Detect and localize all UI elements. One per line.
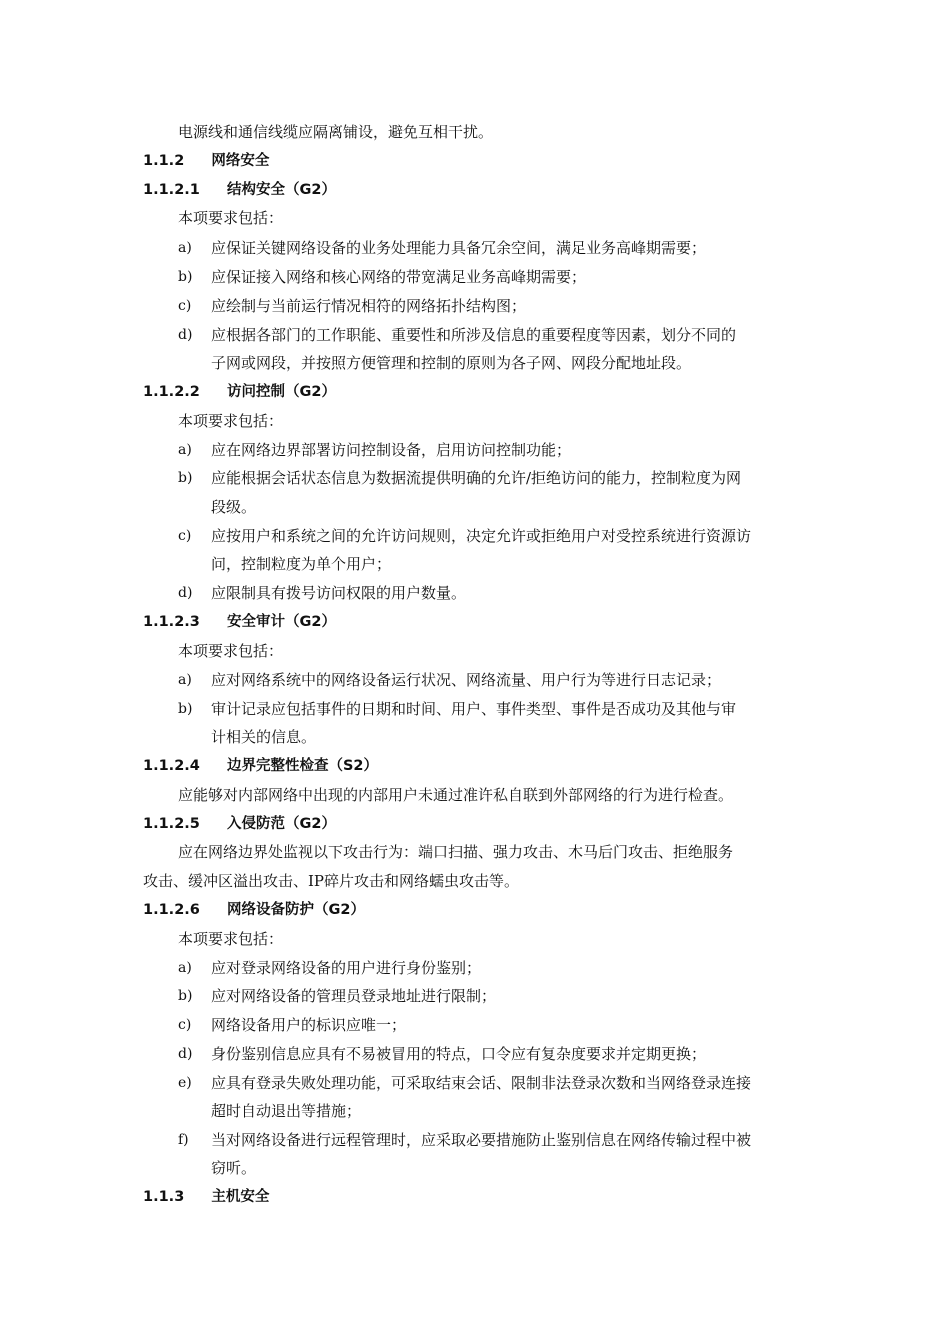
list-label: e) <box>178 1075 192 1091</box>
intro-text: 本项要求包括： <box>178 412 284 430</box>
section-heading-1-1-2-6 <box>143 900 365 920</box>
section-title: 主机安全 <box>211 1189 270 1205</box>
list-item: 应在网络边界部署访问控制设备，启用访问控制功能； <box>211 441 572 459</box>
list-item: 应按用户和系统之间的允许访问规则，决定允许或拒绝用户对受控系统进行资源访 <box>211 527 752 545</box>
list-item: 当对网络设备进行远程管理时，应采取必要措施防止鉴别信息在网络传输过程中被 <box>211 1131 752 1149</box>
section-title: 访问控制（G2） <box>226 384 336 400</box>
section-title: 网络设备防护（G2） <box>226 902 365 918</box>
section-number: 1.1.2.3 <box>143 614 200 630</box>
list-item: 应具有登录失败处理功能，可采取结束会话、限制非法登录次数和当网络登录连接 <box>211 1074 752 1092</box>
intro-text: 本项要求包括： <box>178 209 284 227</box>
list-item: 应根据各部门的工作职能、重要性和所涉及信息的重要程度等因素，划分不同的 <box>211 326 737 344</box>
list-item-continuation: 超时自动退出等措施； <box>211 1102 362 1120</box>
intro-text: 本项要求包括： <box>178 642 284 660</box>
list-label: b) <box>178 988 193 1004</box>
section-title: 结构安全（G2） <box>226 182 336 198</box>
list-label: c) <box>178 1017 192 1033</box>
section-heading-1-1-2-2 <box>143 382 336 402</box>
list-label: a) <box>178 240 192 256</box>
list-label: b) <box>178 701 193 717</box>
paragraph: 应能够对内部网络中出现的内部用户未通过准许私自联到外部网络的行为进行检查。 <box>178 786 734 804</box>
section-number: 1.1.2.4 <box>143 758 200 774</box>
section-title: 网络安全 <box>211 153 270 169</box>
section-heading-1-1-2-5 <box>143 814 336 834</box>
section-heading-1-1-2-1 <box>143 180 336 200</box>
list-label: d) <box>178 1046 193 1062</box>
paragraph: 电源线和通信线缆应隔离铺设，避免互相干扰。 <box>178 123 494 141</box>
list-item: 应对网络设备的管理员登录地址进行限制； <box>211 987 497 1005</box>
section-number: 1.1.3 <box>143 1189 185 1205</box>
list-label: b) <box>178 269 193 285</box>
list-label: d) <box>178 585 193 601</box>
list-label: c) <box>178 298 192 314</box>
section-number: 1.1.2.1 <box>143 182 200 198</box>
paragraph: 应在网络边界处监视以下攻击行为：端口扫描、强力攻击、木马后门攻击、拒绝服务 <box>178 843 734 861</box>
list-label: c) <box>178 528 192 544</box>
list-item-continuation: 窃听。 <box>211 1159 257 1177</box>
list-label: f) <box>178 1132 189 1148</box>
list-item-continuation: 子网或网段，并按照方便管理和控制的原则为各子网、网段分配地址段。 <box>211 354 692 372</box>
list-item-continuation: 计相关的信息。 <box>211 728 317 746</box>
list-item: 应对网络系统中的网络设备运行状况、网络流量、用户行为等进行日志记录； <box>211 671 722 689</box>
list-label: a) <box>178 672 192 688</box>
list-item: 应保证接入网络和核心网络的带宽满足业务高峰期需要； <box>211 268 587 286</box>
paragraph-continuation: 攻击、缓冲区溢出攻击、IP碎片攻击和网络蠕虫攻击等。 <box>143 872 520 890</box>
list-item-continuation: 段级。 <box>211 498 257 516</box>
list-item: 应能根据会话状态信息为数据流提供明确的允许/拒绝访问的能力，控制粒度为网 <box>211 469 742 487</box>
section-number: 1.1.2.5 <box>143 816 200 832</box>
list-item: 身份鉴别信息应具有不易被冒用的特点，口令应有复杂度要求并定期更换； <box>211 1045 707 1063</box>
section-heading-1-1-3 <box>143 1187 269 1207</box>
section-number: 1.1.2.6 <box>143 902 200 918</box>
section-title: 入侵防范（G2） <box>226 816 336 832</box>
section-heading-1-1-2-4 <box>143 756 378 776</box>
list-item: 应限制具有拨号访问权限的用户数量。 <box>211 584 467 602</box>
section-number: 1.1.2.2 <box>143 384 200 400</box>
section-heading-1-1-2 <box>143 151 269 171</box>
list-label: a) <box>178 960 192 976</box>
intro-text: 本项要求包括： <box>178 930 284 948</box>
section-title: 边界完整性检查（S2） <box>226 758 378 774</box>
list-item-continuation: 问，控制粒度为单个用户； <box>211 555 392 573</box>
list-item: 应保证关键网络设备的业务处理能力具备冗余空间，满足业务高峰期需要； <box>211 239 707 257</box>
list-item: 审计记录应包括事件的日期和时间、用户、事件类型、事件是否成功及其他与审 <box>211 700 737 718</box>
section-number: 1.1.2 <box>143 153 185 169</box>
list-label: d) <box>178 327 193 343</box>
list-item: 应绘制与当前运行情况相符的网络拓扑结构图； <box>211 297 527 315</box>
list-label: b) <box>178 470 193 486</box>
list-label: a) <box>178 442 192 458</box>
section-heading-1-1-2-3 <box>143 612 336 632</box>
list-item: 应对登录网络设备的用户进行身份鉴别； <box>211 959 482 977</box>
list-item: 网络设备用户的标识应唯一； <box>211 1016 407 1034</box>
section-title: 安全审计（G2） <box>226 614 336 630</box>
